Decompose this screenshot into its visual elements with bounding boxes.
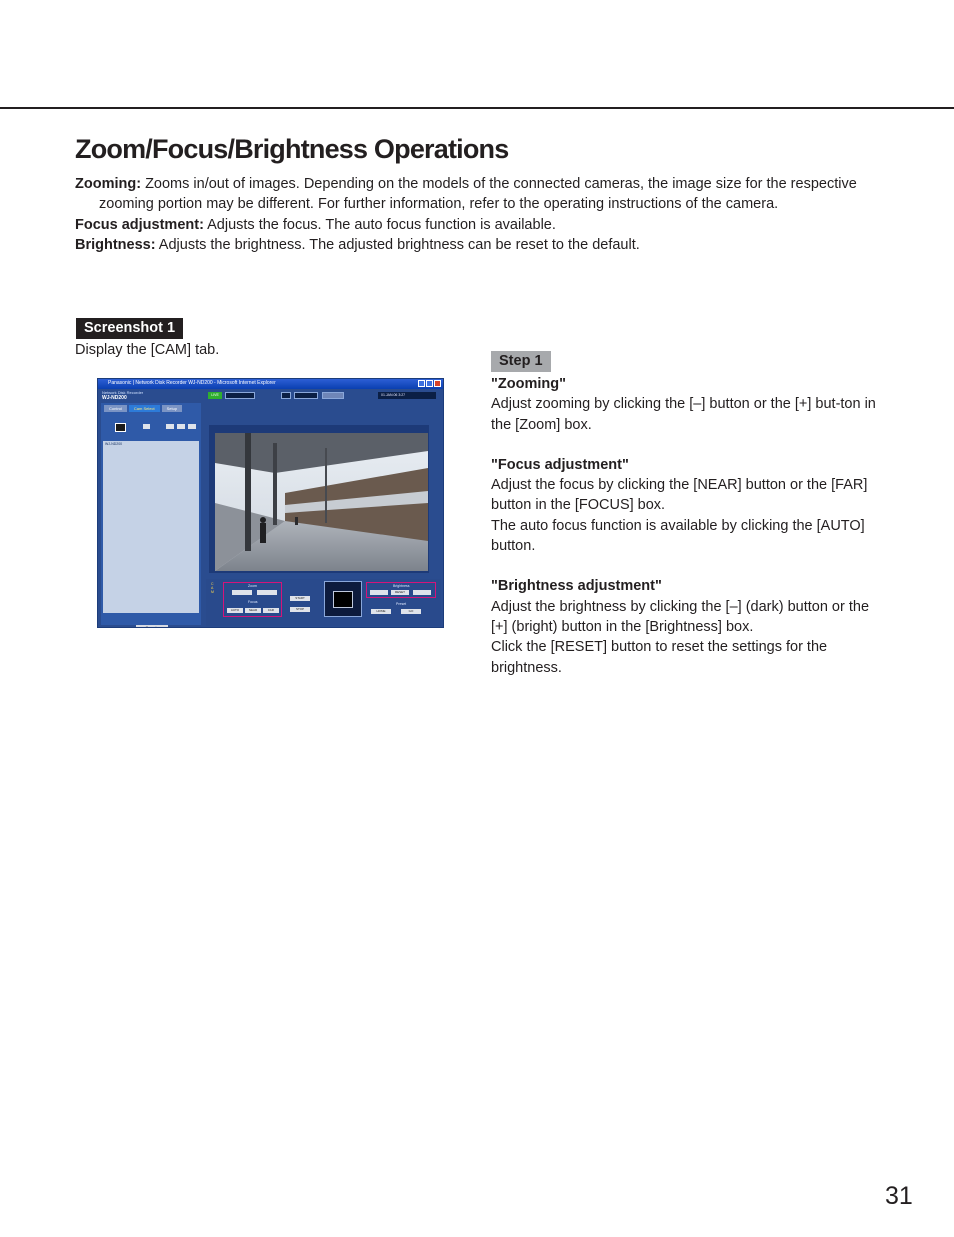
live-indicator: LIVE (208, 392, 222, 399)
screenshot-window (97, 378, 444, 628)
brand (102, 390, 143, 401)
zoom-box-label: Zoom (248, 584, 257, 588)
elzoom-x1-icon (166, 424, 174, 429)
brightness-plus-button (413, 590, 431, 595)
near-button: NEAR (245, 608, 261, 613)
left-panel (101, 403, 201, 628)
zooming-label: Zooming: (75, 176, 142, 192)
status-indicator (294, 392, 318, 399)
brightness-text: Adjusts the brightness. The adjusted brightness can be reset to the default. (155, 236, 640, 253)
multiscreen-icon (115, 423, 126, 432)
preset-label: Preset (396, 602, 407, 606)
close-icon (434, 380, 441, 387)
focus-text-2: The auto focus function is available by clicking the [AUTO] button. (491, 517, 865, 555)
intro-block (75, 174, 875, 255)
step-label: Step 1 (491, 351, 551, 372)
step-instructions (491, 374, 877, 698)
screenshot-caption: Display the [CAM] tab. (75, 342, 220, 358)
rec-indicator (281, 392, 291, 399)
app-area (98, 389, 443, 627)
station-image-icon (215, 433, 428, 571)
reset-button: RESET (391, 590, 409, 595)
far-button: FAR (263, 608, 279, 613)
home-button: HOME (371, 609, 391, 614)
brightness-label: Brightness: (75, 236, 156, 253)
start-button: START (290, 596, 310, 601)
zoom-plus-button (257, 590, 277, 595)
elzoom-x4-icon (188, 424, 196, 429)
zoom-text: Adjust zooming by clicking the [–] button or the [+] but-ton in the [Zoom] box. (491, 396, 876, 433)
brightness-step-text: Adjust the brightness by clicking the [–] (dark) button or the [+] (bright) button in the [Brightness] box. (491, 598, 870, 635)
zooming-text: Zooms in/out of images. Depending on the models of the connected cameras, the image size for the respective zooming portion may be different. For further information, refer to the operating instructions of the camera. (99, 176, 857, 213)
window-controls (418, 380, 441, 387)
focus-text: Adjust the focus by clicking the [NEAR] button or the [FAR] button in the [FOCUS] box. (491, 477, 868, 514)
camera-list (103, 441, 199, 613)
focus-text: Adjusts the focus. The auto focus function is available. (203, 216, 556, 233)
intro-brightness (75, 235, 875, 255)
tab-control: Control (104, 405, 127, 412)
window-titlebar (98, 379, 443, 389)
tab-cam-select: Cam Select (129, 405, 160, 412)
sequence-icon (143, 424, 150, 429)
error-button (322, 392, 344, 399)
panel-tabs (104, 405, 182, 412)
tab-setup: Setup (162, 405, 182, 412)
hdd-indicator (225, 392, 255, 399)
cam-tab-vertical: C A M (211, 582, 214, 594)
page-title: Zoom/Focus/Brightness Operations (75, 134, 509, 164)
intro-zooming (75, 174, 875, 215)
focus-heading: "Focus adjustment" (491, 456, 629, 473)
page-number: 31 (885, 1182, 913, 1210)
zoom-minus-button (232, 590, 252, 595)
brightness-step-text-2: Click the [RESET] button to reset the settings for the brightness. (491, 639, 828, 676)
brightness-minus-button (370, 590, 388, 595)
zoom-focus-box (223, 582, 282, 617)
brand-model: WJ-ND200 (102, 395, 127, 401)
minimize-icon (418, 380, 425, 387)
focus-box-label: Focus (248, 600, 258, 604)
screenshot-label: Screenshot 1 (76, 318, 183, 339)
top-rule (0, 107, 954, 109)
elzoom-x2-icon (177, 424, 185, 429)
date-display: 01.JAN.06 3:27 (378, 392, 436, 399)
brightness-heading: "Brightness adjustment" (491, 578, 662, 595)
stop-button: STOP (290, 607, 310, 612)
brightness-box-label: Brightness (393, 584, 410, 588)
window-title: Panasonic | Network Disk Recorder WJ-ND200 - Microsoft Internet Explorer (108, 380, 276, 386)
ptz-center-icon (333, 591, 353, 608)
camera-entry: WJ-ND200 (105, 442, 123, 446)
zoom-in-button: Zoom In (136, 625, 168, 628)
maximize-icon (426, 380, 433, 387)
go-button: GO (401, 609, 421, 614)
control-area (206, 579, 441, 626)
zoom-heading: "Zooming" (491, 376, 566, 392)
brand-line: Network Disk Recorder (102, 390, 144, 395)
auto-button: AUTO (227, 608, 243, 613)
focus-label: Focus adjustment: (75, 216, 204, 233)
camera-image (215, 433, 428, 571)
brightness-box (366, 582, 436, 598)
intro-focus (75, 215, 875, 235)
